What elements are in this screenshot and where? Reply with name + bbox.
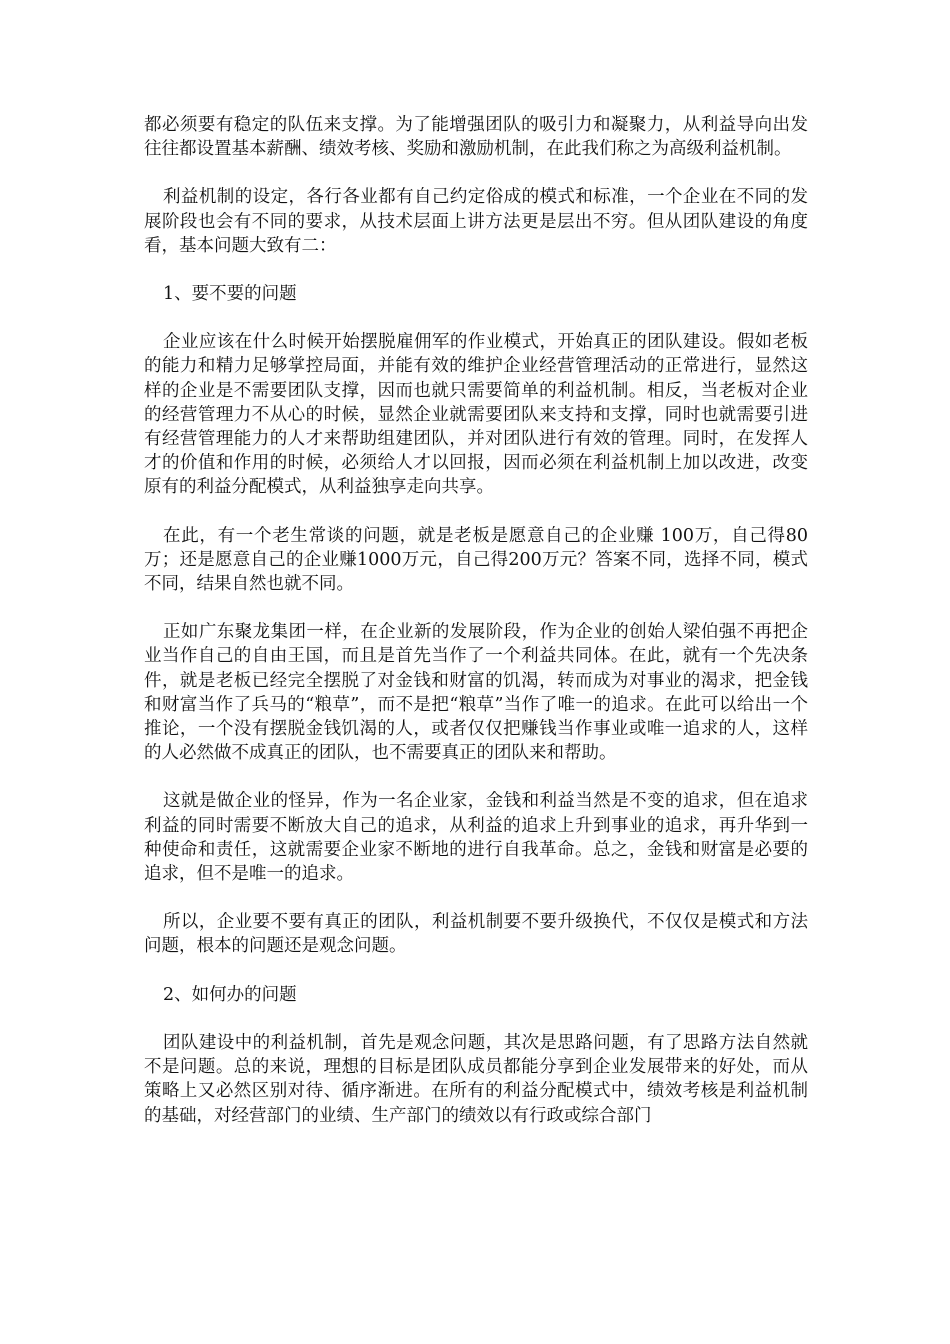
paragraph-8: 团队建设中的利益机制，首先是观念问题，其次是思路问题，有了思路方法自然就不是问题。总的来说，理想的目标是团队成员都能分享到企业发展带来的好处，而从策略上又必然区别对待、循序渐进。在所有的利益分配模式中，绩效考核是利益机制的基础，对经营部门的业绩、生产部门的绩效以有行政或综合部门 bbox=[144, 1032, 808, 1126]
paragraph-5: 正如广东聚龙集团一样，在企业新的发展阶段，作为企业的创始人梁伯强不再把企业当作自己的自由王国，而且是首先当作了一个利益共同体。在此，就有一个先决条件，就是老板已经完全摆脱了对金钱和财富的饥渴，转而成为对事业的渴求，把金钱和财富当作了兵马的“粮草”，而不是把“粮草”当作了唯一的追求。在此可以给出一个推论，一个没有摆脱金钱饥渴的人，或者仅仅把赚钱当作事业或唯一追求的人，这样的人必然做不成真正的团队，也不需要真正的团队来和帮助。 bbox=[144, 622, 808, 764]
paragraph-1: 都必须要有稳定的队伍来支撑。为了能增强团队的吸引力和凝聚力，从利益导向出发往往都设置基本薪酬、绩效考核、奖励和激励机制，在此我们称之为高级利益机制。 bbox=[144, 115, 808, 160]
paragraph-4: 在此，有一个老生常谈的问题，就是老板是愿意自己的企业赚 100万，自己得80万；还是愿意自己的企业赚1000万元，自己得200万元？答案不同，选择不同，模式不同，结果自然也就不同。 bbox=[144, 525, 808, 595]
section-heading-1: 1、要不要的问题 bbox=[163, 284, 297, 305]
section-heading-2: 2、如何办的问题 bbox=[163, 984, 297, 1005]
paragraph-7: 所以，企业要不要有真正的团队，利益机制要不要升级换代，不仅仅是模式和方法问题，根本的问题还是观念问题。 bbox=[144, 912, 808, 957]
paragraph-6: 这就是做企业的怪异，作为一名企业家，金钱和利益当然是不变的追求，但在追求利益的同时需要不断放大自己的追求，从利益的追求上升到事业的追求，再升华到一种使命和责任，这就需要企业家不断地的进行自我革命。总之，金钱和财富是必要的追求，但不是唯一的追求。 bbox=[144, 791, 808, 885]
document-page bbox=[144, 113, 808, 1152]
paragraph-2: 利益机制的设定，各行各业都有自己约定俗成的模式和标准，一个企业在不同的发展阶段也会有不同的要求，从技术层面上讲方法更是层出不穷。但从团队建设的角度看，基本问题大致有二： bbox=[144, 187, 808, 256]
paragraph-3: 企业应该在什么时候开始摆脱雇佣军的作业模式，开始真正的团队建设。假如老板的能力和精力足够掌控局面，并能有效的维护企业经营管理活动的正常进行，显然这样的企业是不需要团队支撑，因而也就只需要简单的利益机制。相反，当老板对企业的经营管理力不从心的时候，显然企业就需要团队来支持和支撑，同时也就需要引进有经营管理能力的人才来帮助组建团队，并对团队进行有效的管理。同时，在发挥人才的价值和作用的时候，必须给人才以回报，因而必须在利益机制上加以改进，改变原有的利益分配模式，从利益独享走向共享。 bbox=[144, 332, 808, 498]
